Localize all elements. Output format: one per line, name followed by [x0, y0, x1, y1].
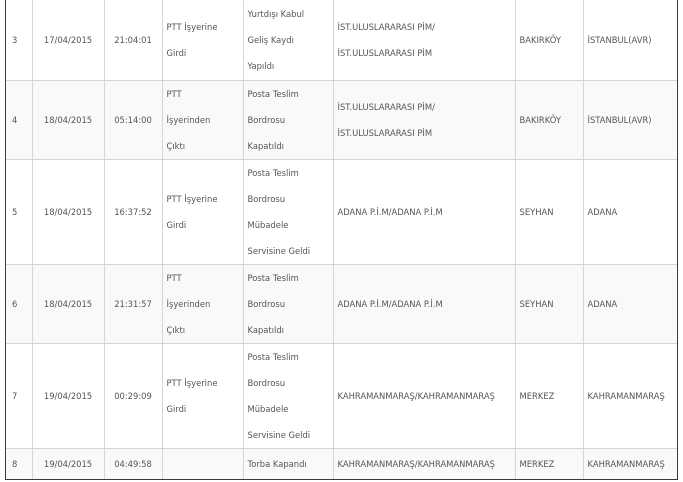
office-name-line: İST.ULUSLARARASI PİM — [337, 47, 433, 58]
event-action-line: Girdi — [166, 403, 187, 414]
district-name — [515, 159, 583, 264]
district-name-text: BAKIRKÖY — [519, 114, 562, 125]
event-time — [104, 448, 162, 479]
event-time-text: 21:04:01 — [114, 34, 152, 45]
event-description-line: Servisine Geldi — [247, 429, 311, 440]
event-description — [243, 80, 333, 159]
event-description-line: Posta Teslim — [247, 167, 299, 178]
city-name — [583, 159, 677, 264]
event-action-line: PTT — [166, 88, 182, 99]
office-name-line: KAHRAMANMARAŞ/KAHRAMANMARAŞ — [337, 390, 495, 401]
row-number — [6, 264, 32, 343]
row-number — [6, 448, 32, 479]
event-action-line: İşyerinden — [166, 298, 211, 309]
event-description-line: Mübadele — [247, 219, 289, 230]
row-number — [6, 80, 32, 159]
event-time — [104, 159, 162, 264]
office-name — [333, 264, 515, 343]
event-description-line: Mübadele — [247, 403, 289, 414]
event-time-text: 00:29:09 — [114, 390, 152, 401]
event-date — [32, 80, 104, 159]
office-name — [333, 343, 515, 448]
event-action — [162, 343, 243, 448]
event-description — [243, 448, 333, 479]
event-time — [104, 0, 162, 80]
table-row — [6, 0, 677, 80]
table-row — [6, 80, 677, 159]
event-description-line: Torba Kapandı — [247, 458, 307, 469]
row-number-text: 3 — [12, 34, 18, 45]
event-description-line: Yapıldı — [247, 60, 275, 71]
event-time — [104, 80, 162, 159]
row-number-text: 4 — [12, 114, 18, 125]
event-description-line: Posta Teslim — [247, 272, 299, 283]
office-name-line: ADANA P.İ.M/ADANA P.İ.M — [337, 206, 443, 217]
table-row — [6, 448, 677, 479]
office-name — [333, 448, 515, 479]
event-date-text: 18/04/2015 — [43, 114, 93, 125]
event-description-line: Bordrosu — [247, 298, 286, 309]
event-description-line: Kapatıldı — [247, 140, 285, 151]
event-time-text: 16:37:52 — [114, 206, 152, 217]
event-description — [243, 159, 333, 264]
event-time-text: 05:14:00 — [114, 114, 152, 125]
event-date-text: 19/04/2015 — [43, 458, 93, 469]
table-row — [6, 159, 677, 264]
tracking-table-body — [6, 0, 677, 479]
row-number-text: 7 — [12, 390, 18, 401]
event-date — [32, 0, 104, 80]
district-name — [515, 448, 583, 479]
event-description-line: Bordrosu — [247, 377, 286, 388]
row-number — [6, 159, 32, 264]
event-date-text: 19/04/2015 — [43, 390, 93, 401]
city-name — [583, 80, 677, 159]
event-action — [162, 264, 243, 343]
event-action-line: PTT İşyerine — [166, 21, 218, 32]
office-name-line: İST.ULUSLARARASI PİM — [337, 127, 433, 138]
city-name-text: KAHRAMANMARAŞ — [587, 390, 665, 401]
city-name — [583, 448, 677, 479]
city-name-text: ADANA — [587, 206, 618, 217]
event-description-line: Geliş Kaydı — [247, 34, 294, 45]
city-name-text: İSTANBUL(AVR) — [587, 34, 652, 45]
event-action — [162, 159, 243, 264]
event-action — [162, 448, 243, 479]
event-action — [162, 80, 243, 159]
event-action-line: PTT İşyerine — [166, 377, 218, 388]
district-name-text: BAKIRKÖY — [519, 34, 562, 45]
event-description-line: Kapatıldı — [247, 324, 285, 335]
office-name — [333, 80, 515, 159]
event-time — [104, 343, 162, 448]
tracking-table — [6, 0, 677, 480]
event-description — [243, 343, 333, 448]
district-name-text: SEYHAN — [519, 298, 554, 309]
row-number — [6, 0, 32, 80]
row-number-text: 6 — [12, 298, 18, 309]
event-action-line: Çıktı — [166, 140, 186, 151]
office-name — [333, 0, 515, 80]
office-name-line: ADANA P.İ.M/ADANA P.İ.M — [337, 298, 443, 309]
event-description-line: Bordrosu — [247, 193, 286, 204]
office-name-line: İST.ULUSLARARASI PİM/ — [337, 101, 435, 112]
district-name — [515, 80, 583, 159]
table-row — [6, 343, 677, 448]
district-name-text: MERKEZ — [519, 390, 555, 401]
event-time-text: 21:31:57 — [114, 298, 152, 309]
office-name — [333, 159, 515, 264]
district-name — [515, 264, 583, 343]
event-date — [32, 159, 104, 264]
tracking-table-container — [5, 0, 678, 480]
row-number-text: 8 — [12, 458, 18, 469]
event-date-text: 17/04/2015 — [43, 34, 93, 45]
city-name-text: ADANA — [587, 298, 618, 309]
table-row — [6, 264, 677, 343]
event-description-line: Bordrosu — [247, 114, 286, 125]
event-date-text: 18/04/2015 — [43, 298, 93, 309]
event-date — [32, 264, 104, 343]
event-action-line: Girdi — [166, 47, 187, 58]
event-action-line: PTT İşyerine — [166, 193, 218, 204]
event-description — [243, 264, 333, 343]
event-action — [162, 0, 243, 80]
district-name-text: MERKEZ — [519, 458, 555, 469]
event-description-line: Yurtdışı Kabul — [247, 8, 305, 19]
city-name — [583, 343, 677, 448]
district-name — [515, 343, 583, 448]
row-number-text: 5 — [12, 206, 18, 217]
office-name-line: İST.ULUSLARARASI PİM/ — [337, 21, 435, 32]
event-action-line: İşyerinden — [166, 114, 211, 125]
city-name-text: KAHRAMANMARAŞ — [587, 458, 665, 469]
event-date — [32, 343, 104, 448]
row-number — [6, 343, 32, 448]
event-description-line: Servisine Geldi — [247, 245, 311, 256]
district-name-text: SEYHAN — [519, 206, 554, 217]
event-description-line: Posta Teslim — [247, 351, 299, 362]
event-description — [243, 0, 333, 80]
office-name-line: KAHRAMANMARAŞ/KAHRAMANMARAŞ — [337, 458, 495, 469]
event-description-line: Posta Teslim — [247, 88, 299, 99]
city-name — [583, 0, 677, 80]
event-time — [104, 264, 162, 343]
event-date — [32, 448, 104, 479]
event-date-text: 18/04/2015 — [43, 206, 93, 217]
event-action-line: Çıktı — [166, 324, 186, 335]
event-action-line: Girdi — [166, 219, 187, 230]
city-name — [583, 264, 677, 343]
event-time-text: 04:49:58 — [114, 458, 152, 469]
city-name-text: İSTANBUL(AVR) — [587, 114, 652, 125]
district-name — [515, 0, 583, 80]
event-action-line: PTT — [166, 272, 182, 283]
